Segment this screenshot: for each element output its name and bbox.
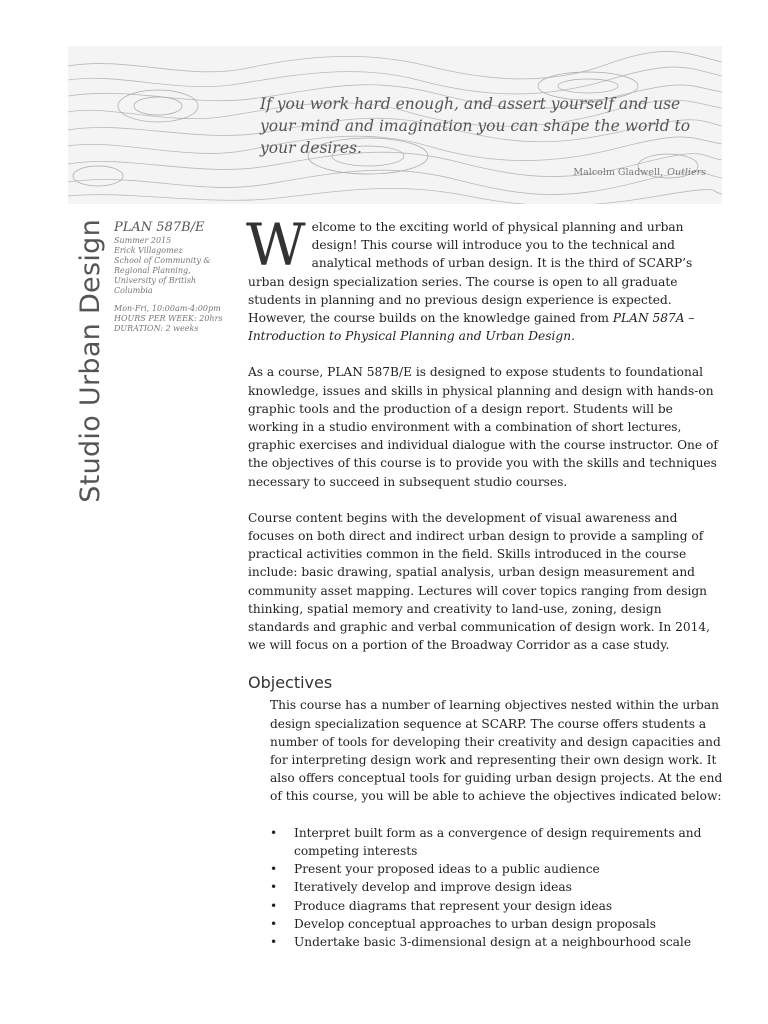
intro-paragraph [246,211,726,345]
vertical-title [71,219,111,509]
course-code: PLAN 587B/E [114,220,205,235]
objectives-section [248,696,726,951]
main-content [246,211,726,951]
course-term: Summer 2015 [114,236,172,245]
list-item: • Produce diagrams that represent your design ideas [270,897,726,915]
body-paragraph: Course content begins with the development of visual awareness and focuses on both direct and indirect urban design to provide a sampling of practical activities common in the field. Skills introduced in the course include: basic drawing, spatial analysis, urban design measurement and community asset mapping. Lectures will cover topics ranging from design thinking, spatial memory and creativity to land-use, zoning, design standards and graphic and verbal communication of design work. In 2014, we will focus on a portion of the Broadway Corridor as a case study. [248,510,710,653]
quote-attribution [573,167,706,178]
header-banner [68,46,722,204]
banner-quote: If you work hard enough, and assert yourself and use your mind and imagination you can shape the world to your desires. [260,95,691,157]
intro-course-reference: PLAN 587A – Introduction to Physical Planning and Urban Design [248,311,695,344]
course-hours-per-week: HOURS PER WEEK: 20hrs [114,314,223,323]
list-item: • Present your proposed ideas to a public audience [270,860,726,878]
quote-author: Malcolm Gladwell, [573,167,664,178]
course-hours: Mon-Fri, 10:00am-4:00pm [114,304,221,313]
body-paragraph: As a course, PLAN 587B/E is designed to expose students to foundational knowledge, issues and skills in physical planning and design with hands-on graphic tools and the production of a design report. Students will be working in a studio environment with a combination of short lectures, graphic exercises and individual dialogue with the course instructor. One of the objectives of this course is to provide you with the skills and techniques necessary to succeed in subsequent studio courses. [248,365,718,489]
intro-text-end: . [571,329,575,344]
objectives-text: This course has a number of learning objectives nested within the urban design specialization sequence at SCARP. The course offers students a number of tools for developing their creativity and design capacities and for interpreting design work and representing their own design work. It also offers conceptual tools for guiding urban design projects. At the end of this course, you will be able to achieve the objectives indicated below: [270,698,723,804]
intro-text: elcome to the exciting world of physical planning and urban design! This course will introduce you to the technical and analytical methods of urban design. It is the third of SCARP’s urban design specialization series. The course is open to all graduate students in planning and no previous design experience is expected. However, the course builds on the knowledge gained from [248,220,693,326]
objectives-list [270,824,726,951]
course-school: School of Community & Regional Planning, University of British Columbia [114,256,211,295]
drop-cap: W [246,211,306,279]
course-instructor: Erick Villagomez [114,246,183,255]
list-item: • Undertake basic 3-dimensional design at a neighbourhood scale [270,933,726,951]
vertical-title-text: Studio Urban Design [75,219,106,503]
course-duration: DURATION: 2 weeks [114,324,199,333]
course-info [114,220,234,334]
objectives-heading: Objectives [248,673,333,693]
list-item: • Interpret built form as a convergence of design requirements and competing interests [270,824,726,860]
quote-source: Outliers [667,167,706,178]
list-item: • Iteratively develop and improve design ideas [270,878,726,896]
list-item: • Develop conceptual approaches to urban design proposals [270,915,726,933]
